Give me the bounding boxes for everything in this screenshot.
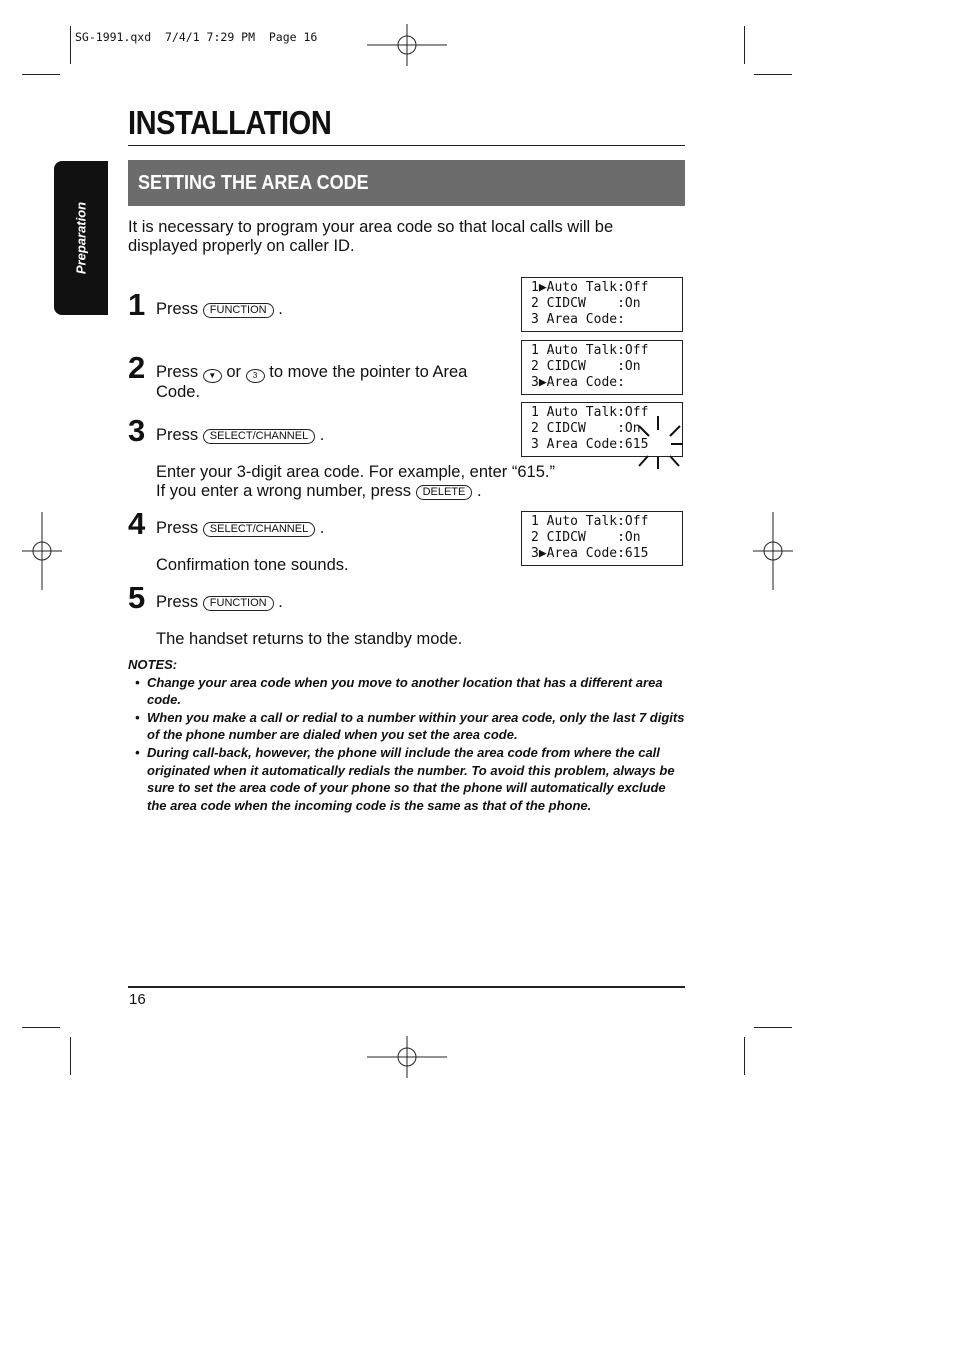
registration-mark-right (753, 512, 793, 590)
step-3-detail-end: . (476, 482, 482, 500)
key-3-icon: 3 (246, 369, 265, 383)
file-header: SG-1991.qxd 7/4/1 7:29 PM Page 16 (75, 30, 318, 44)
footer-rule (128, 986, 685, 988)
step-4-detail: Confirmation tone sounds. (156, 556, 349, 574)
step-3-press: Press (156, 426, 199, 444)
lcd-line-number: 1 (531, 280, 539, 295)
function-key-icon: FUNCTION (203, 596, 274, 611)
section-title: SETTING THE AREA CODE (138, 172, 369, 194)
lcd-line: 3 Area Code:615 (531, 437, 649, 452)
note-item: • During call-back, however, the phone will include the area code from where the call originated when it automatically redials the number. To avoid this problem, always be sure to set the area code of your phone so that the phone will automatically exclude the area code when the incoming code is the same as that of the phone. (128, 744, 688, 814)
lcd-line-text: Area Code:615 (546, 546, 649, 561)
step-4-end: . (319, 519, 325, 537)
step-5-end: . (278, 593, 283, 611)
notes-section (128, 656, 688, 814)
select-channel-key-icon: SELECT/CHANNEL (203, 522, 315, 537)
lcd-line-text: Area Code: (546, 375, 625, 390)
step-2-rest: to move the pointer to Area (269, 363, 468, 381)
step-2-text (156, 363, 516, 402)
lcd-line: 1 Auto Talk:Off (531, 343, 649, 358)
title-rule (128, 145, 685, 146)
lcd-line: 2 CIDCW :On (531, 296, 641, 311)
lcd-line-number: 3 (531, 546, 539, 561)
step-4-text (156, 519, 324, 538)
lcd-display-2 (521, 340, 683, 395)
pointer-icon: ▶ (538, 546, 547, 561)
note-item: • When you make a call or redial to a number within your area code, only the last 7 digits of the phone number are dialed when you set the area code. (128, 709, 688, 744)
pointer-icon: ▶ (538, 280, 547, 295)
lcd-line: 1 Auto Talk:Off (531, 405, 649, 420)
step-2-number: 2 (128, 350, 146, 385)
registration-mark-left (22, 512, 62, 590)
lcd-display-4 (521, 511, 683, 566)
registration-mark-top (367, 24, 447, 66)
pointer-icon: ▶ (538, 375, 547, 390)
lcd-line (531, 280, 682, 296)
note-item: • Change your area code when you move to another location that has a different area code. (128, 674, 688, 709)
registration-mark-bottom (367, 1036, 447, 1078)
step-4-press: Press (156, 519, 199, 537)
flashing-indicator-icon (633, 414, 685, 470)
lcd-line: 2 CIDCW :On (531, 530, 641, 545)
step-5-press: Press (156, 593, 199, 611)
step-1-number: 1 (128, 287, 146, 322)
lcd-line: 3 Area Code: (531, 312, 625, 327)
lcd-line: 2 CIDCW :On (531, 359, 641, 374)
step-5-text (156, 593, 283, 612)
lcd-line: 2 CIDCW :On (531, 421, 641, 436)
down-arrow-key-icon: ▼ (203, 369, 222, 383)
lcd-line-text: Auto Talk:Off (546, 280, 649, 295)
function-key-icon: FUNCTION (203, 303, 274, 318)
step-1-press: Press (156, 300, 199, 318)
step-1-text (156, 300, 283, 319)
step-1-end: . (278, 300, 283, 318)
step-2-or: or (226, 363, 242, 381)
step-2-rest-2: Code. (156, 383, 201, 401)
step-3-number: 3 (128, 413, 146, 448)
side-tab (54, 161, 108, 315)
lcd-line (531, 375, 682, 391)
section-banner (128, 160, 685, 206)
lcd-display-1 (521, 277, 683, 332)
lcd-line (531, 546, 682, 562)
delete-key-icon: DELETE (416, 485, 473, 500)
step-4-number: 4 (128, 506, 146, 541)
intro-text: It is necessary to program your area code so that local calls will be displayed properly on caller ID. (128, 218, 614, 255)
page-title: INSTALLATION (128, 104, 332, 141)
step-2-press: Press (156, 363, 199, 381)
step-3-text (156, 426, 324, 445)
notes-heading: NOTES: (128, 657, 178, 672)
side-tab-label: Preparation (73, 201, 89, 275)
step-3-detail-2: If you enter a wrong number, press (156, 482, 411, 500)
step-5-number: 5 (128, 580, 146, 615)
lcd-line-number: 3 (531, 375, 539, 390)
lcd-line: 1 Auto Talk:Off (531, 514, 649, 529)
step-3-detail (156, 463, 555, 501)
step-5-detail: The handset returns to the standby mode. (156, 630, 463, 648)
step-3-detail-1: Enter your 3-digit area code. For example, enter “615.” (156, 463, 555, 481)
select-channel-key-icon: SELECT/CHANNEL (203, 429, 315, 444)
page-number: 16 (129, 991, 146, 1008)
step-3-end: . (319, 426, 325, 444)
notes-list (128, 674, 688, 815)
